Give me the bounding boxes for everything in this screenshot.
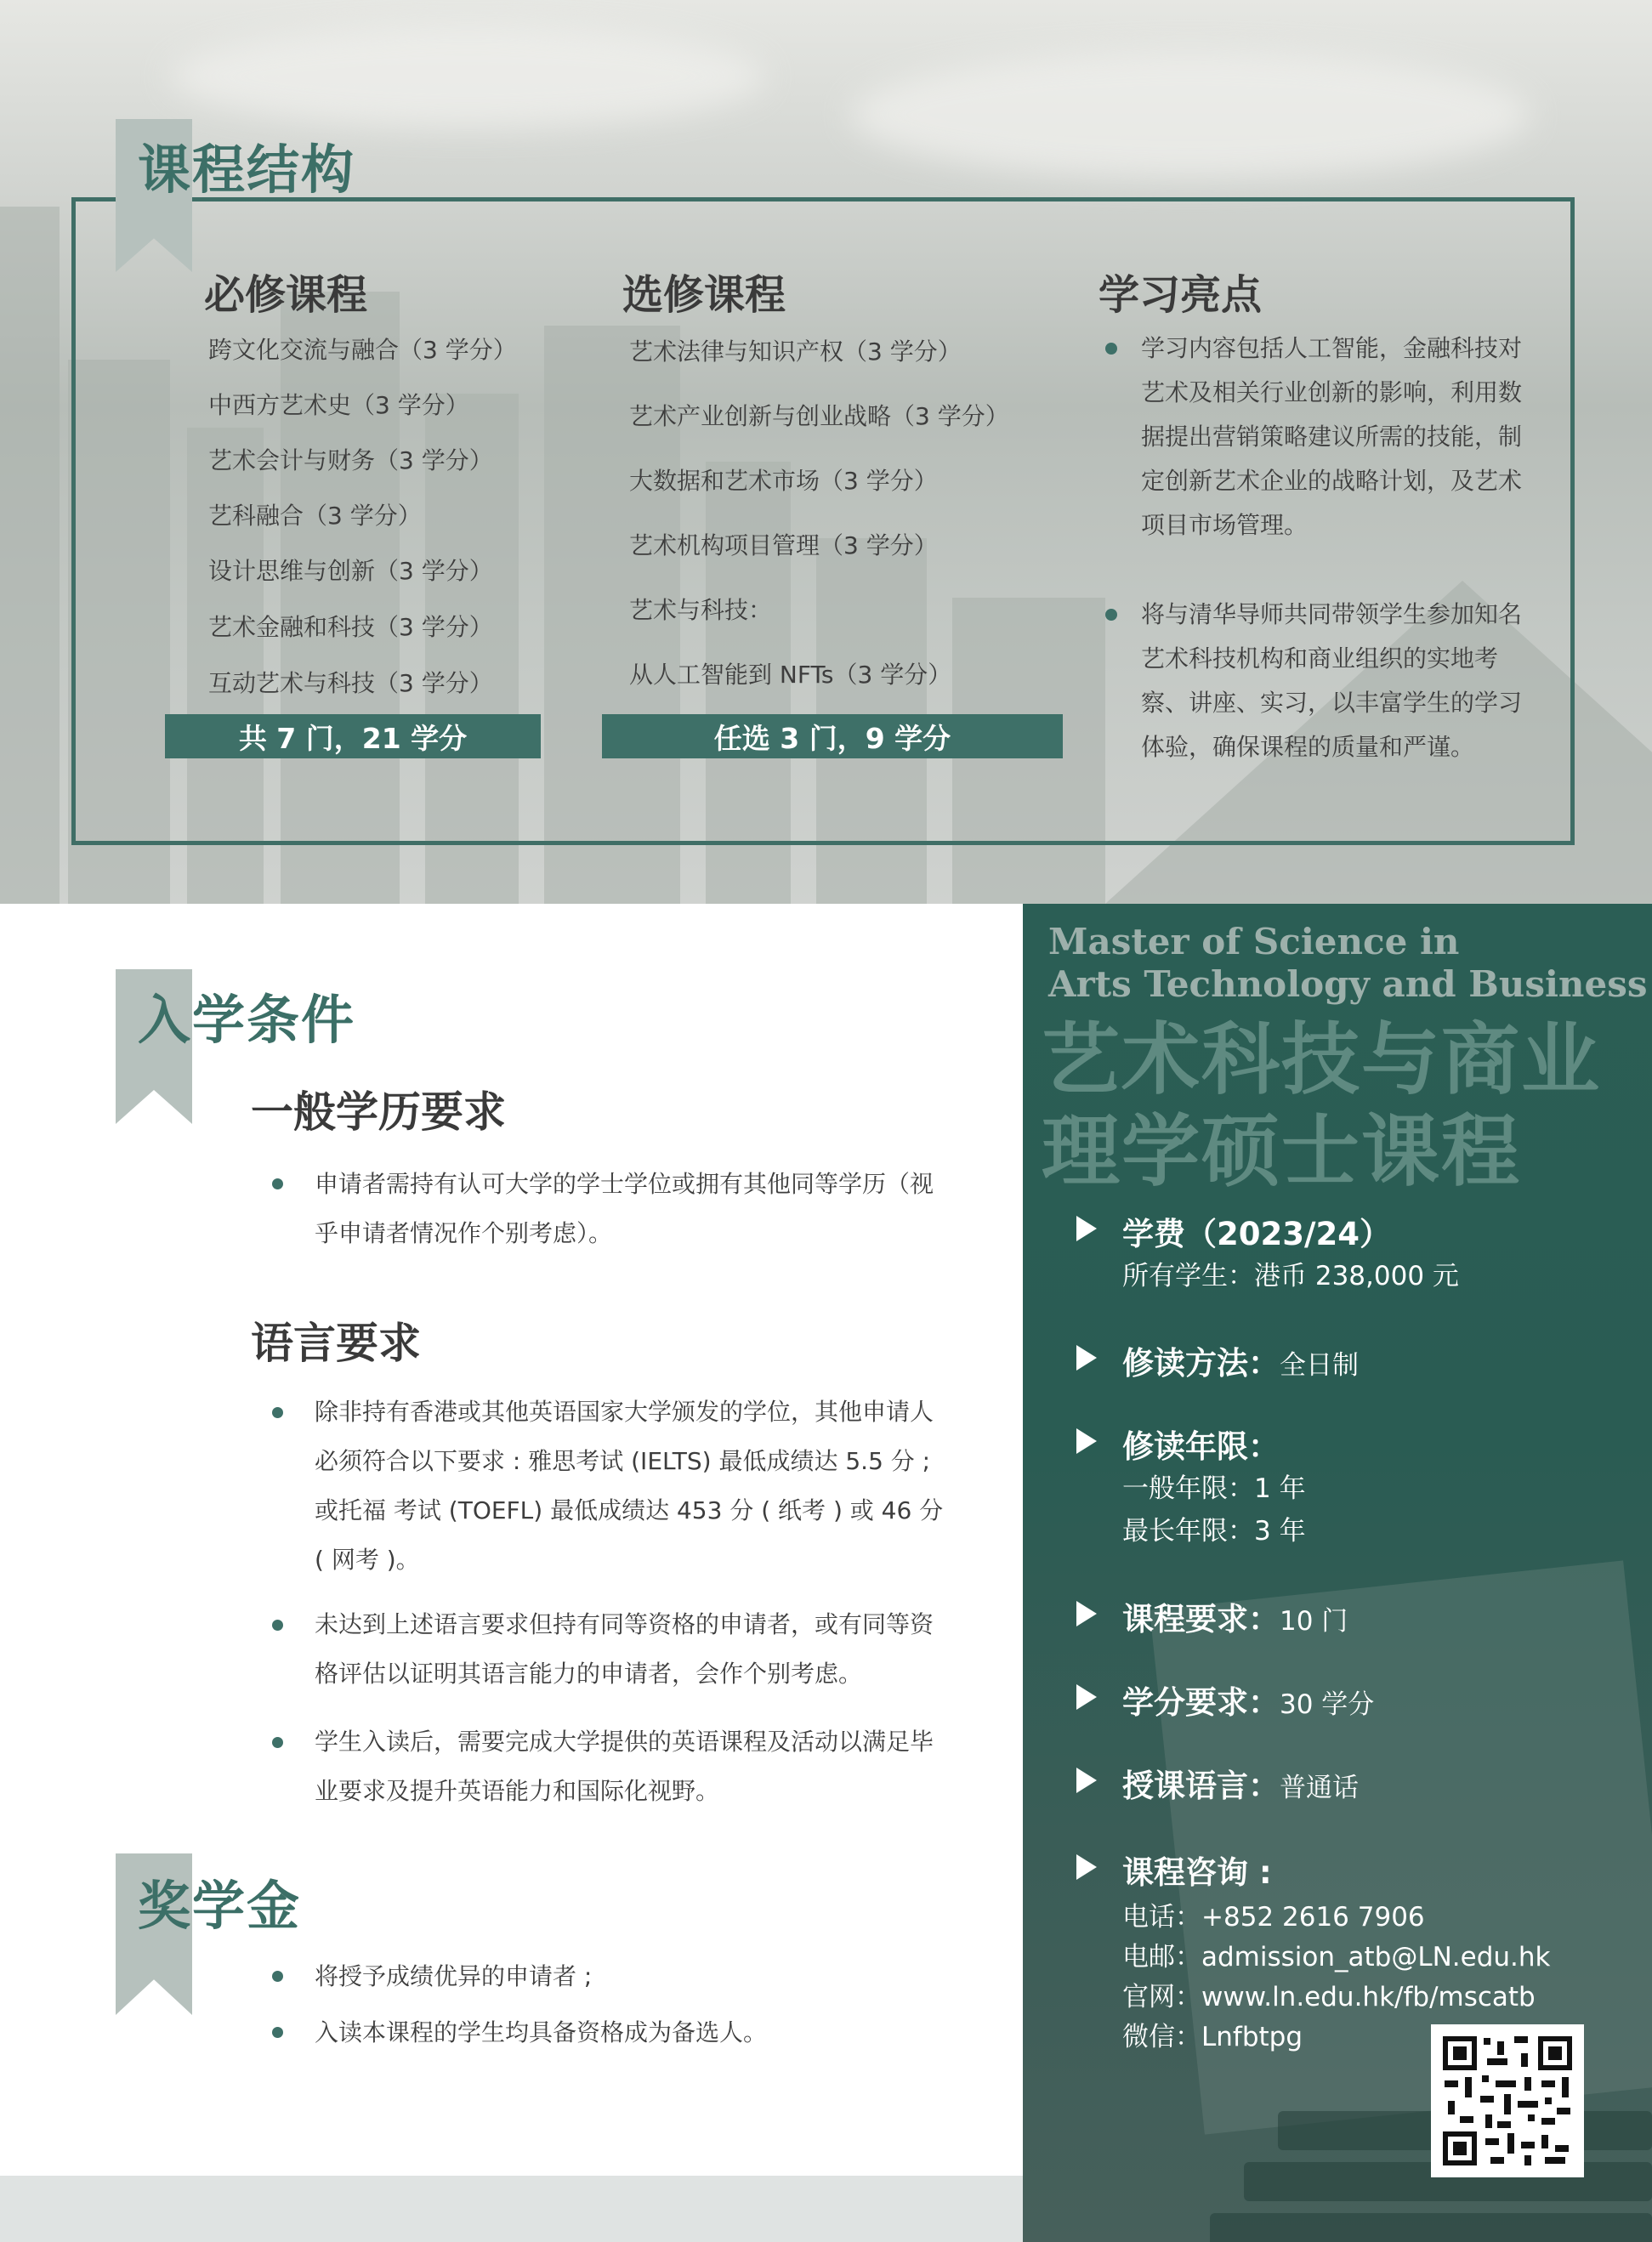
teaching-language-value: 普通话 (1280, 1773, 1359, 1803)
program-info-panel (1023, 904, 1652, 2242)
tuition-value: 所有学生：港币 238,000 元 (1122, 1261, 1459, 1291)
program-title-cn-line1: 艺术科技与商业 (1042, 1014, 1602, 1105)
credit-requirement-value: 30 学分 (1280, 1689, 1375, 1720)
arrow-right-icon (1076, 1601, 1097, 1626)
arrow-right-icon (1076, 1428, 1097, 1454)
required-course-item: 艺科融合（3 学分） (208, 502, 422, 530)
program-title-cn (1042, 1014, 1601, 1198)
contact-email[interactable]: 电邮：admission_atb@LN.edu.hk (1122, 1942, 1551, 1972)
skyline-decoration (0, 207, 60, 904)
credit-requirement (1122, 1677, 1374, 1723)
arrow-right-icon (1076, 1216, 1097, 1241)
highlight-item: 将与清华导师共同带领学生参加知名艺术科技机构和商业组织的实地考察、讲座、实习，以丰富学生的学习体验，确保课程的质量和严谨。 (1141, 600, 1523, 761)
required-total-badge: 共 7 门，21 学分 (165, 714, 541, 758)
program-title-cn-line2: 理学硕士课程 (1042, 1106, 1522, 1197)
elective-course-item: 大数据和艺术市场（3 学分） (629, 467, 938, 495)
course-requirement-value: 10 门 (1280, 1606, 1348, 1637)
footer-strip (0, 2176, 1023, 2242)
course-requirement-label: 课程要求： (1122, 1601, 1280, 1638)
bullet-icon (272, 2027, 283, 2038)
highlight-item: 学习内容包括人工智能，金融科技对艺术及相关行业创新的影响，利用数据提出营销策略建议所需的技能，制定创新艺术企业的战略计划，及艺术项目市场管理。 (1141, 334, 1523, 539)
enquiry-label: 课程咨询 : (1122, 1854, 1272, 1891)
contact-website[interactable]: 官网：www.ln.edu.hk/fb/mscatb (1122, 1982, 1536, 2012)
qr-code-icon[interactable] (1431, 2024, 1584, 2177)
elective-course-item: 艺术机构项目管理（3 学分） (629, 531, 938, 559)
bullet-icon (272, 1971, 283, 1982)
credit-requirement-label: 学分要求： (1122, 1684, 1280, 1721)
study-mode-value: 全日制 (1280, 1350, 1359, 1381)
bullet-icon (272, 1620, 283, 1631)
tuition-label: 学费（2023/24） (1122, 1216, 1391, 1252)
contact-wechat: 微信：Lnfbtpg (1122, 2022, 1303, 2052)
highlights-title: 学习亮点 (1098, 271, 1263, 319)
bullet-icon (1105, 609, 1117, 621)
elective-course-item: 艺术与科技： (629, 596, 773, 624)
cloud-decoration (850, 51, 1530, 179)
program-title-en (1048, 921, 1647, 1006)
elective-courses-title: 选修课程 (622, 271, 786, 319)
scholarship-heading: 奖学金 (138, 1875, 302, 1937)
teaching-language-label: 授课语言： (1122, 1768, 1280, 1804)
bullet-icon (272, 1737, 283, 1748)
elective-course-item: 从人工智能到 NFTs（3 学分） (629, 661, 952, 689)
general-requirements-title: 一般学历要求 (251, 1087, 506, 1137)
language-requirements-title: 语言要求 (251, 1319, 421, 1368)
requirement-item: 申请者需持有认可大学的学士学位或拥有其他同等学历（视乎申请者情况作个别考虑）。 (315, 1170, 934, 1247)
elective-course-item: 艺术法律与知识产权（3 学分） (629, 338, 962, 366)
required-course-item: 互动艺术与科技（3 学分） (208, 669, 493, 697)
study-mode (1122, 1337, 1359, 1383)
bullet-icon (272, 1407, 283, 1418)
study-mode-label: 修读方法： (1122, 1345, 1280, 1382)
required-course-item: 中西方艺术史（3 学分） (208, 391, 469, 419)
contact-phone[interactable]: 电话：+852 2616 7906 (1122, 1902, 1425, 1933)
requirement-item: 学生入读后，需要完成大学提供的英语课程及活动以满足毕业要求及提升英语能力和国际化视野。 (315, 1728, 934, 1805)
duration-max: 最长年限：3 年 (1122, 1516, 1306, 1547)
duration-label: 修读年限： (1122, 1428, 1280, 1465)
arrow-right-icon (1076, 1345, 1097, 1371)
scholarship-item: 入读本课程的学生均具备资格成为备选人。 (315, 2018, 768, 2046)
course-requirement (1122, 1593, 1348, 1639)
bullet-icon (272, 1178, 283, 1189)
course-structure-section (0, 0, 1652, 904)
elective-course-item: 艺术产业创新与创业战略（3 学分） (629, 402, 1009, 430)
admission-heading: 入学条件 (138, 989, 356, 1051)
duration-normal: 一般年限：1 年 (1122, 1473, 1306, 1504)
keyboard-decoration (1210, 2213, 1652, 2242)
required-course-item: 艺术会计与财务（3 学分） (208, 446, 493, 474)
requirement-item: 未达到上述语言要求但持有同等资格的申请者，或有同等资格评估以证明其语言能力的申请者，会作个别考虑。 (315, 1610, 934, 1688)
required-course-item: 跨文化交流与融合（3 学分） (208, 336, 517, 364)
elective-total-badge: 任选 3 门，9 学分 (602, 714, 1063, 758)
qr-code-graphic (1439, 2033, 1575, 2169)
required-courses-title: 必修课程 (204, 271, 368, 319)
teaching-language (1122, 1760, 1359, 1806)
program-title-en-line1: Master of Science in (1048, 921, 1460, 962)
course-structure-heading: 课程结构 (138, 139, 356, 201)
scholarship-item: 将授予成绩优异的申请者 ; (315, 1962, 593, 1990)
arrow-right-icon (1076, 1854, 1097, 1880)
program-title-en-line2: Arts Technology and Business (1048, 963, 1648, 1005)
arrow-right-icon (1076, 1684, 1097, 1710)
cloud-decoration (170, 26, 765, 128)
bullet-icon (1105, 343, 1117, 355)
requirement-item: 除非持有香港或其他英语国家大学颁发的学位，其他申请人必须符合以下要求 : 雅思考试 (IELTS) 最低成绩达 5.5 分 ; 或托福 考试 (TOEFL) 最低成绩达 453 分 ( 纸考 ) 或 46 分 ( 网考 )。 (315, 1398, 944, 1574)
required-course-item: 艺术金融和科技（3 学分） (208, 613, 493, 641)
arrow-right-icon (1076, 1768, 1097, 1793)
required-course-item: 设计思维与创新（3 学分） (208, 557, 493, 585)
